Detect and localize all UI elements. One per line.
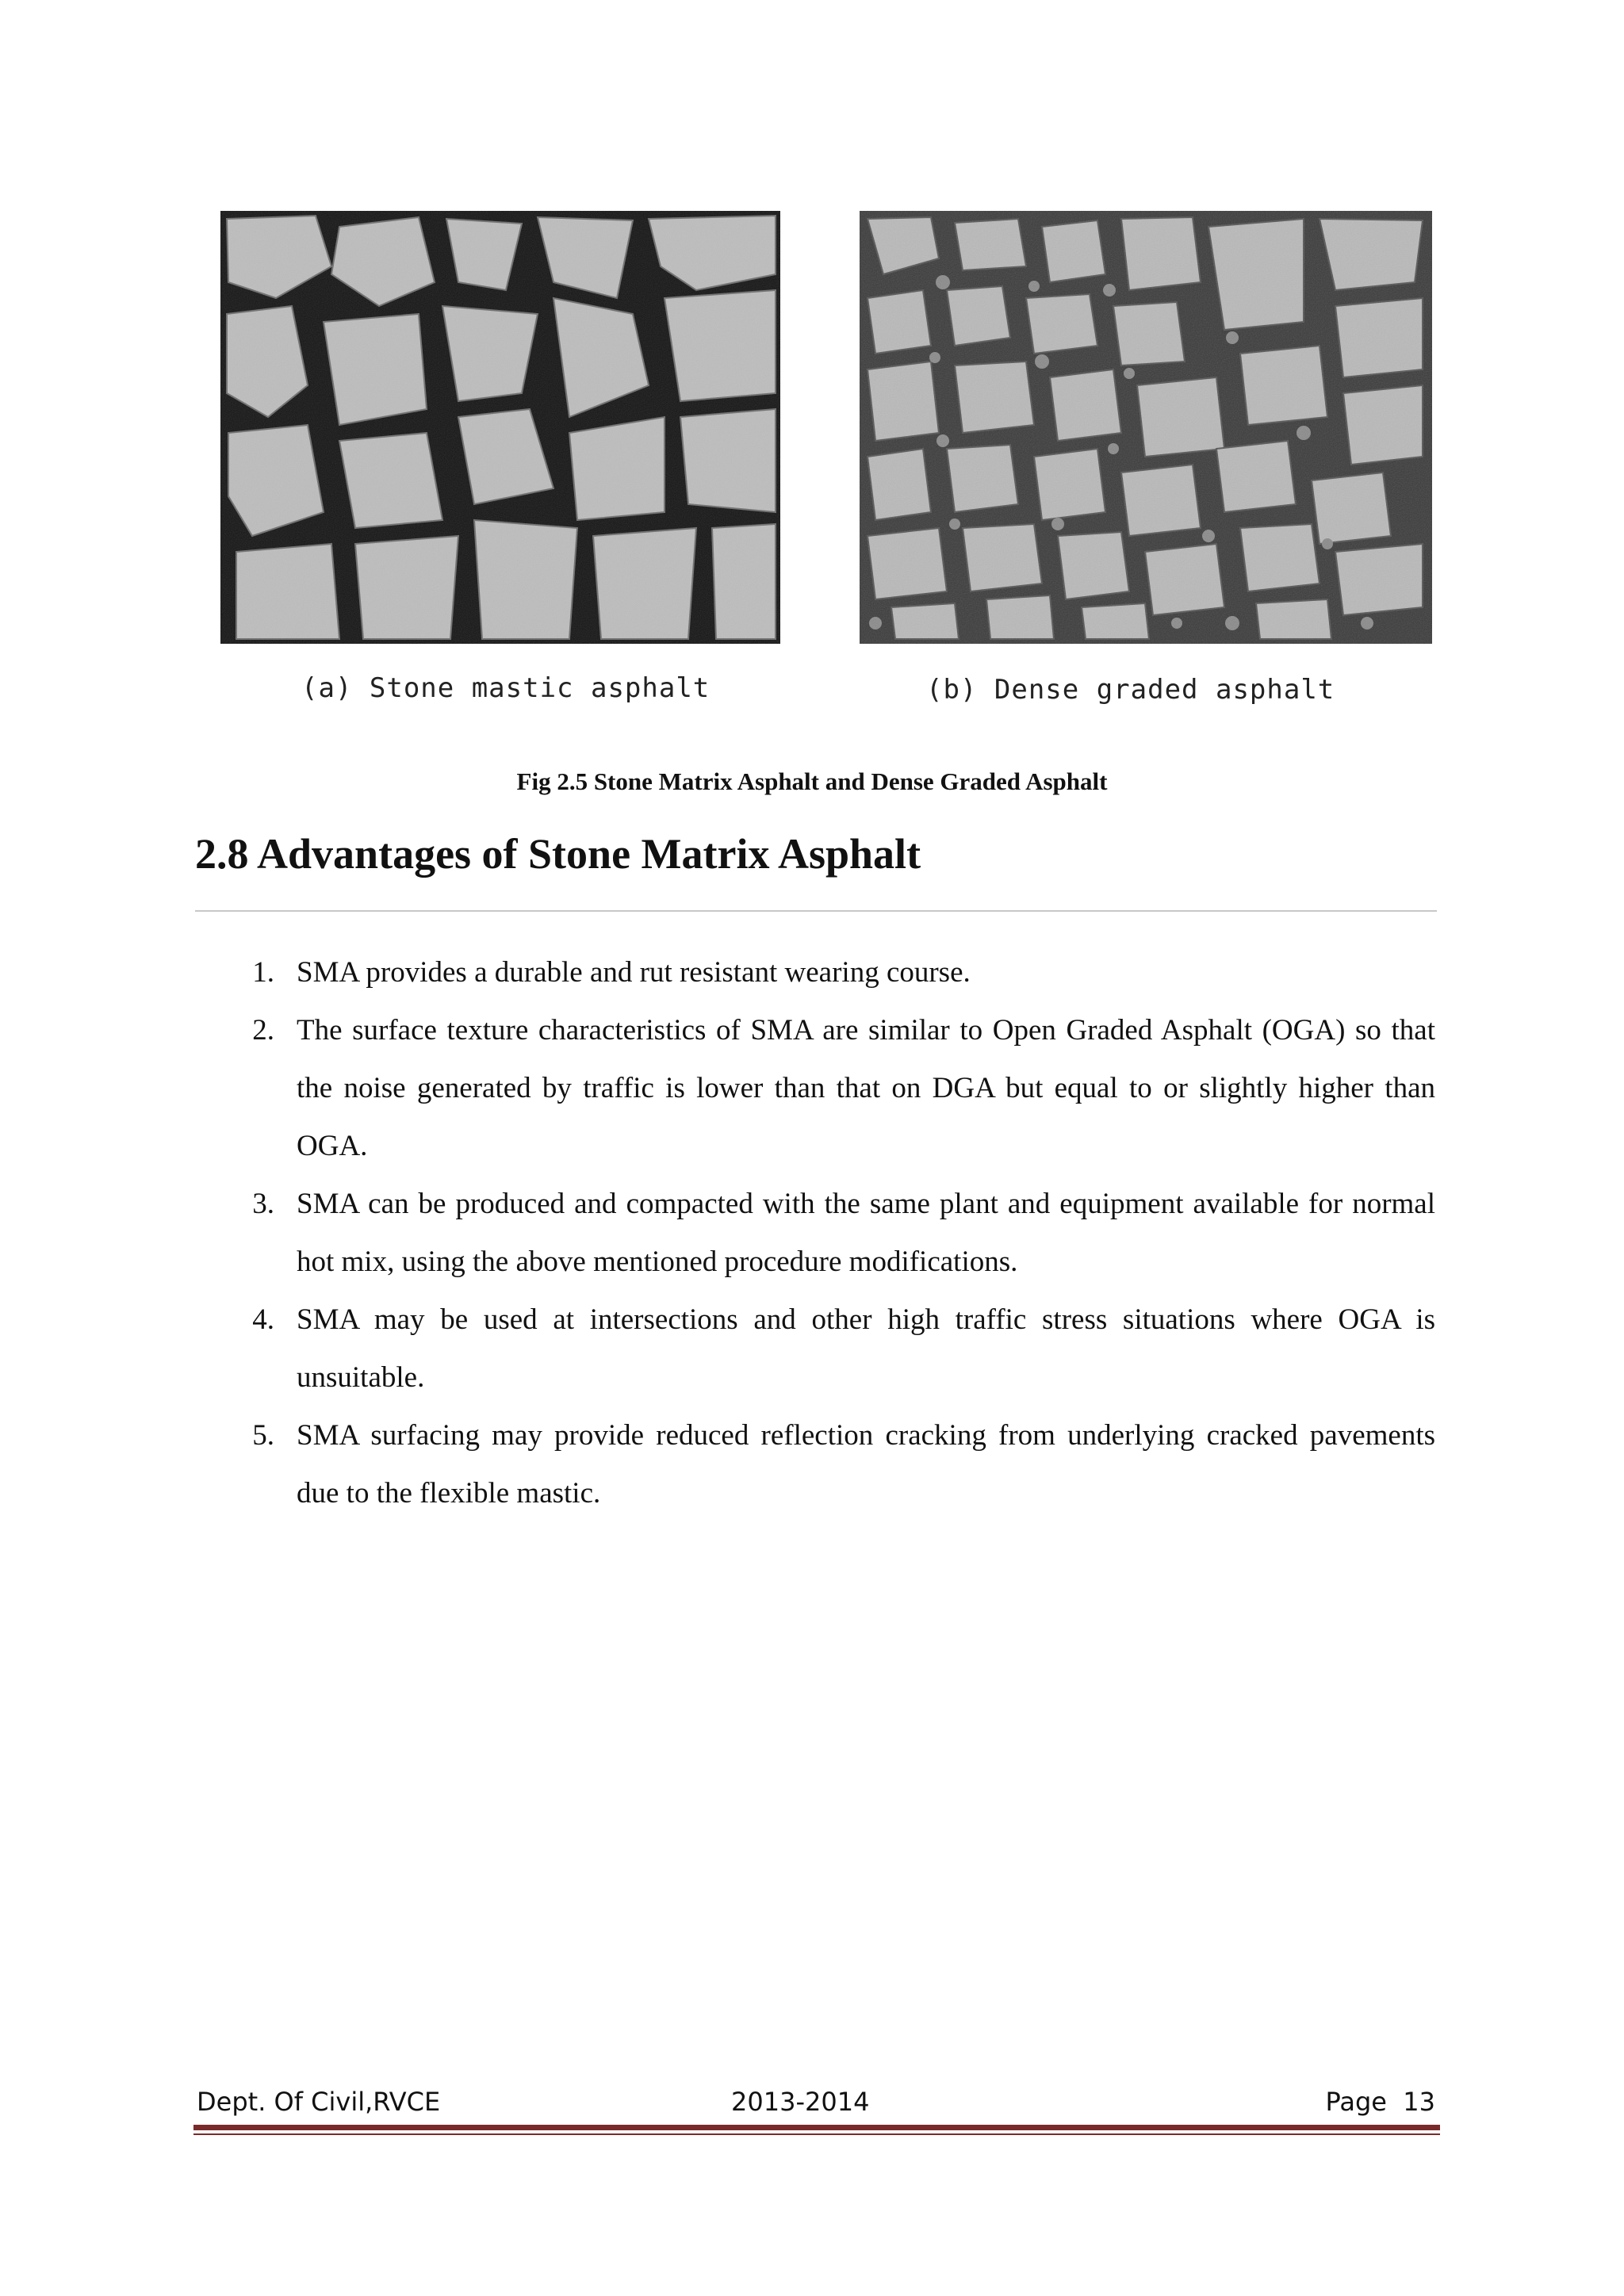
- list-item: [238, 1175, 1435, 1291]
- footer-page-number: Page 13: [1325, 2087, 1435, 2117]
- list-item-text: SMA can be produced and compacted with the same plant and equipment available for normal hot mix, using the above mentioned procedure modifications.: [297, 1188, 1435, 1278]
- list-item-text: SMA surfacing may provide reduced reflection cracking from underlying cracked pavements due to the flexible mastic.: [297, 1419, 1435, 1510]
- list-item-number: 2.: [252, 1014, 274, 1047]
- list-item: [238, 943, 1435, 1001]
- list-item: [238, 1406, 1435, 1522]
- list-item-text: The surface texture characteristics of SMA are similar to Open Graded Asphalt (OGA) so that the noise generated by traffic is lower than that on DGA but equal to or slightly higher than OGA.: [297, 1014, 1435, 1162]
- footer-divider-thin: [193, 2133, 1440, 2135]
- footer-divider-thick: [193, 2125, 1440, 2130]
- list-item-number: 1.: [252, 956, 274, 989]
- list-item-text: SMA provides a durable and rut resistant wearing course.: [297, 956, 971, 989]
- stone-mastic-asphalt-image: [220, 211, 780, 644]
- list-item-number: 5.: [252, 1419, 274, 1452]
- footer-year: 2013-2014: [731, 2087, 870, 2117]
- panel-b-caption: (b) Dense graded asphalt: [926, 674, 1335, 706]
- figure-caption: Fig 2.5 Stone Matrix Asphalt and Dense Graded Asphalt: [516, 767, 1108, 795]
- list-item: [238, 1291, 1435, 1406]
- list-item: [238, 1001, 1435, 1175]
- panel-a-caption: (a) Stone mastic asphalt: [301, 672, 710, 704]
- heading-divider: [195, 910, 1437, 912]
- list-item-number: 3.: [252, 1188, 274, 1220]
- section-heading: 2.8 Advantages of Stone Matrix Asphalt: [195, 830, 921, 878]
- advantages-list: [238, 943, 1435, 1522]
- dense-graded-asphalt-image: [860, 211, 1432, 644]
- list-item-text: SMA may be used at intersections and other high traffic stress situations where OGA is unsuitable.: [297, 1303, 1435, 1394]
- list-item-number: 4.: [252, 1303, 274, 1336]
- footer-department: Dept. Of Civil,RVCE: [197, 2087, 441, 2117]
